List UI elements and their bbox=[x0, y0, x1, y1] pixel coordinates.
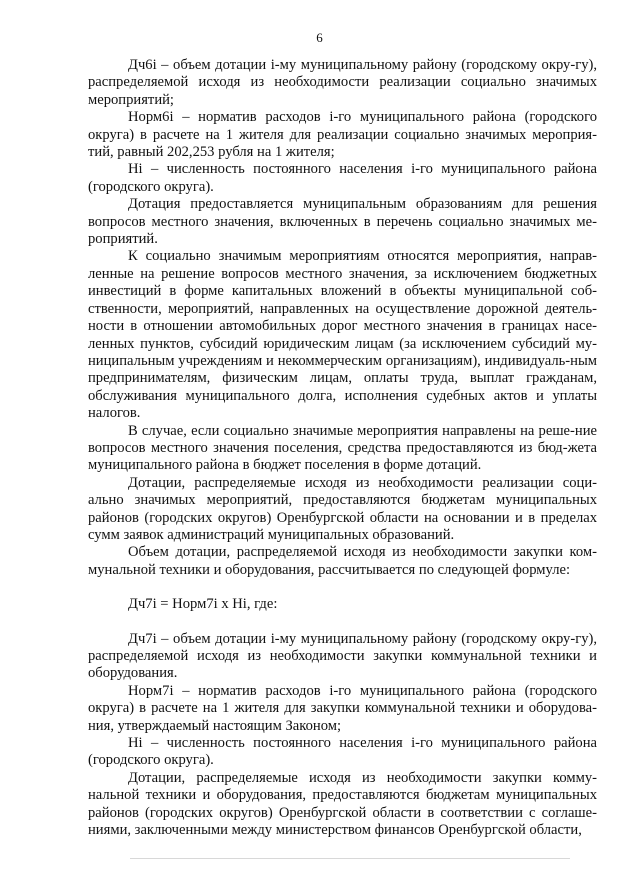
formula-dch7i: Дч7i = Норм7i х Hi, где: bbox=[128, 596, 278, 613]
paragraph-norm7i-definition: Норм7i – норматив расходов i-го муниципального района (городского округа) в расчете на 1 жителя для закупки коммунальной техники и оборудова-ния, утверждаемый настоящим Законом; bbox=[88, 682, 597, 734]
document-body bbox=[88, 57, 597, 839]
paragraph-hi-definition-2: Hi – численность постоянного населения i-го муниципального района (городского округа). bbox=[88, 735, 597, 769]
paragraph-hi-definition: Hi – численность постоянного населения i-го муниципального района (городского округа). bbox=[88, 161, 597, 195]
paragraph-norm6i-definition: Норм6i – норматив расходов i-го муниципального района (городского округа) в расчете на 1 жителя для реализации социально значимых мероприя-тий, равный 202,253 рубля на 1 жителя; bbox=[88, 109, 597, 161]
paragraph-significant-measures: К социально значимым мероприятиям относятся мероприятия, направ-ленные на решение вопросов местного значения, за исключением бюджетных инвестиций в форме капитальных вложений в объекты муниципальной соб-ственности, мероприятий, направленных на осуществление дорожной деятель-ности в отношении автомобильных дорог местного значения в границах насе-ленных пунктов, субсидий юридическим лицам (за исключением субсидий му-ниципальным учреждениям и некоммерческим организациям), индивидуаль-ным предпринимателям, физическим лицам, оплаты труда, выплат гражданам, обслуживания муниципального долга, исполнения судебных актов и уплаты налогов. bbox=[88, 248, 597, 422]
page-number: 6 bbox=[316, 30, 323, 45]
paragraph-settlement-case: В случае, если социально значимые мероприятия направлены на реше-ние вопросов местного значения поселения, средства предоставляются из бюд-жета муниципального района в бюджет поселения в форме дотаций. bbox=[88, 422, 597, 474]
paragraph-dotation-purpose: Дотация предоставляется муниципальным образованиям для решения вопросов местного значения, включенных в перечень социально значимых ме-роприятий. bbox=[88, 196, 597, 248]
scan-edge-divider bbox=[130, 858, 570, 859]
paragraph-formula-intro: Объем дотации, распределяемой исходя из необходимости закупки ком-мунальной техники и оборудования, рассчитывается по следующей формуле: bbox=[88, 544, 597, 578]
paragraph-dotation-provision: Дотации, распределяемые исходя из необходимости реализации соци-ально значимых мероприятий, предоставляются бюджетам муниципальных районов (городских округов) Оренбургской области на основании и в пределах сумм заявок администраций муниципальных образований. bbox=[88, 474, 597, 543]
paragraph-equipment-dotation: Дотации, распределяемые исходя из необходимости закупки комму-нальной техники и оборудования, предоставляются бюджетам муниципальных районов (городских округов) Оренбургской области в соответствии с соглаше-ниями, заключенными между министерством финансов Оренбургской области, bbox=[88, 769, 597, 839]
paragraph-dch6i-definition: Дч6i – объем дотации i-му муниципальному району (городскому окру-гу), распределяемой исходя из необходимости реализации социально значимых мероприятий; bbox=[88, 57, 597, 108]
paragraph-dch7i-definition: Дч7i – объем дотации i-му муниципальному району (городскому окру-гу), распределяемой исходя из необходимости закупки коммунальной техники и оборудования. bbox=[88, 630, 597, 682]
